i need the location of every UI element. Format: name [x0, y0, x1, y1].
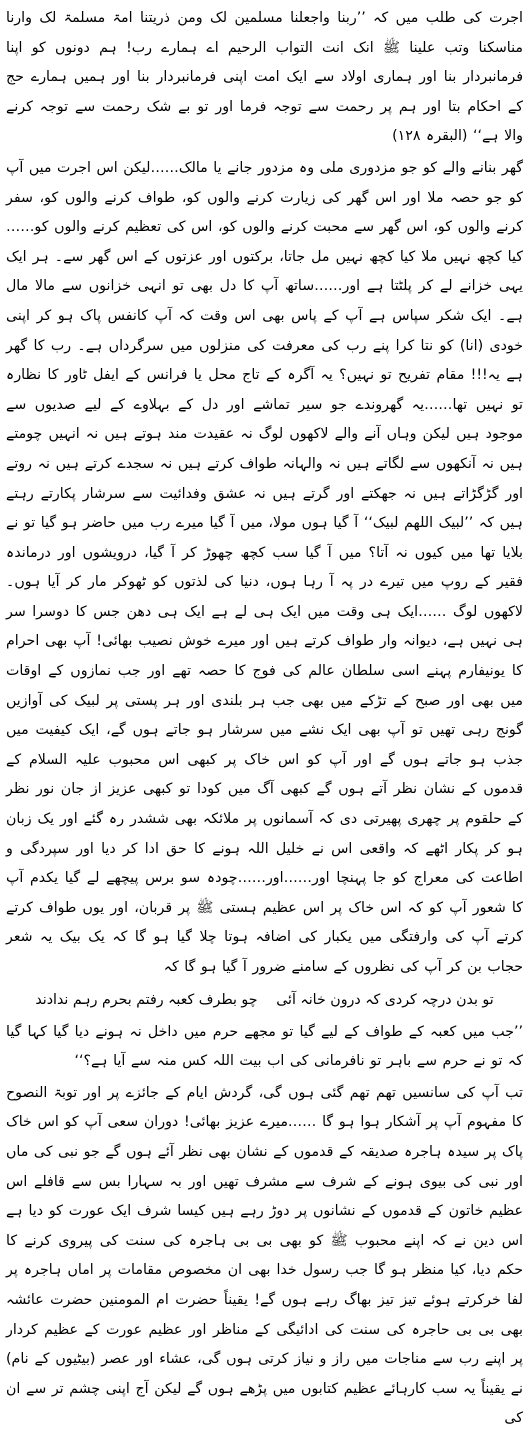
persian-couplet: [26, 985, 503, 1016]
sai-reflection-paragraph: تب آپ کی سانسیں تھم تھم گئی ہوں گی، گردش ایام کے جائزے پر اور توبۃ النصوح کا مفہوم آپ پر آشکار ہوا ہو گا ……میرے عزیز بھائی! دوران سعی آپ کو اس خاک پاک پر سیدہ ہاجرہ صدیقہ کے قدموں کے نشان بھی نظر آئے ہوں گے جو نبی کی ماں اور نبی کی بیوی ہونے کے شرف سے مشرف تھیں اور بہ سہارا بس سے قافلے اس عظیم خاتون کے قدموں کے نشانوں پر دوڑ رہے ہیں کیسا شرف ایک عورت کو دیا ہے اس دین نے کہ اپنے محبوب ﷺ کو بھی بی بی ہاجرہ کی سنت کی پیروی کرنے کا حکم دیا، کیا منظر ہو گا جب رسول خدا بھی ان مخصوص مقامات پر اماں ہاجرہ پر لفا خرکرتے ہوئے تیز تیز بھاگ رہے ہوں گے! یقیناً حضرت ام المومنین حضرت عائشہ بھی بی بی حاجرہ کی سنت کی ادائیگی کے مناظر اور عظیم عورت کے عظیم کردار پر اپنے رب سے مناجات میں راز و نیاز کرتی ہوں گی، عشاء اور عصر (بیٹیوں کے نام) نے یقیناً یہ سب کارہائے عظیم کتابوں میں پڑھے ہوں گے لیکن آج اپنی چشم تر سے ان کی: [6, 1084, 523, 1427]
quran-verse-paragraph: اجرت کی طلب میں کہ ’’ربنا واجعلنا مسلمین لک ومن ذریتنا امۃ مسلمۃ لک وارنا مناسکنا وتب علینا ﷺ انک انت التواب الرحیم اے ہمارے رب! ہم دونوں کو اپنا فرمانبردار بنا اور ہماری اولاد سے ایک امت اپنی فرمانبردار بنا اور ہمیں ہمارے حج کے احکام بتا اور ہم پر رحمت سے توجہ فرما اور تو بے شک رحمت سے توجہ کرنے والا ہے‘‘ (البقرہ ۱۲۸): [6, 10, 523, 145]
couplet-right-hemistich: تو بدن درچہ کردی کہ درون خانہ آئی: [276, 991, 494, 1008]
reflection-paragraph: گھر بنانے والے کو جو مزدوری ملی وہ مزدور جانے یا مالک……لیکن اس اجرت میں آپ کو جو حصہ ملا اور اس گھر کی زیارت کرنے والوں کو، طواف کرنے والوں کو، سفر کرنے والوں کو، اس گھر سے محبت کرنے والوں کو، اس کی تعظیم کرنے والوں کو……کیا کچھ نہیں ملا کیا کچھ نہیں مل جاتا، برکتوں اور عزتوں کے اس گھر سے۔ ہر ایک یہی خزانے لے کر پلٹتا ہے اور……ساتھ آپ کا دل بھی تو انہی خزانوں سے مالا مال ہے۔ ایک شکر سپاس ہے آپ کے پاس بھی اس وقت کہ آپ کانفس پاک ہو کر اپنی خودی (انا) کو نتا کرا پنے رب کی معرفت کی منزلوں میں سرگرداں ہے۔ رب کا گھر ہے یہ!!! مقام تفریح تو نہیں؟ یہ آگرہ کے تاج محل یا فرانس کے ایفل ٹاور کا نظارہ تو نہیں تھا……یہ گھروندے جو سیر تماشے اور دل کے بہلاوے کے لیے صدیوں سے موجود ہیں لیکن وہاں آنے والے لاکھوں لوگ نہ عقیدت مند ہوتے ہیں نہ انہیں چومتے ہیں نہ آنکھوں سے لگاتے ہیں نہ والہانہ طواف کرتے ہیں نہ سجدے کرتے ہیں نہ روتے اور گڑگڑاتے ہیں نہ جھکتے اور گرتے ہیں نہ عشق وفدائیت سے سرشار پکارتے رہتے ہیں کہ ’’لبیک اللھم لبیک‘‘ آ گیا ہوں مولا، میں آ گیا میرے رب میں حاضر ہو گیا تو نے بلایا تھا میں کیوں نہ آتا؟ میں آ گیا سب کچھ چھوڑ کر آ گیا، درویشوں اور درماندہ فقیر کے روپ میں تیرے در پہ آ رہا ہوں، دنیا کی لذتوں کو ٹھوکر مار کر آیا ہوں۔ لاکھوں لوگ ……ایک ہی وقت میں ایک ہی لے ہے ایک ہی دھن جس کا دوسرا سر ہی نہیں ہے، دیوانہ وار طواف کرتے ہیں اور میرے خوش نصیب بھائی! آپ بھی احرام کا یونیفارم پہنے اسی سلطان عالم کی فوج کا حصہ تھے اور جب نمازوں کے اوقات میں بھی اور صبح کے تڑکے میں بھی جب ہر بلندی اور ہر پستی پر لبیک کی آوازیں گونج رہی تھیں تو آپ بھی ایک نشے میں سرشار ہو جاتے ہوں گے، ایک کیفیت میں جذب ہو جاتے ہوں گے اور آپ کو اس خاک پر کبھی اس محبوب علیہ السلام کے قدموں کے نشان نظر آتے ہوں گے کبھی آگ میں کودا تو کبھی عزیز از جان نور نظر کے حلقوم پر چھری پھیرتی دی کہ آسمانوں پر ملائکہ بھی ششدر رہ گئے اور یک زبان ہو کر پکار اٹھے کہ واقعی اس نے خلیل اللہ ہونے کا حق ادا کر دیا اور سپردگی و اطاعت کی معراج کو جا پہنچا اور……اور……چودہ سو برس پیچھے لے گیا یکدم آپ کا شعور آپ کو کہ اس خاک پر اس عظیم ہستی ﷺ پر قربان، اور یوں طواف کرتے کرتے آپ کی وارفتگی میں یکبار کی اضافہ ہوتا چلا گیا ہو گا کہ یک بیک یہ شعر حجاب بن کر آپ کی نظروں کے سامنے ضرور آ گیا ہو گا کہ: [6, 159, 523, 975]
couplet-left-hemistich: چو بطرف کعبہ رفتم بحرم رہم ندادند: [35, 991, 258, 1008]
couplet-translation-paragraph: ’’جب میں کعبہ کے طواف کے لیے گیا تو مجھے حرم میں داخل نہ ہونے دیا گیا کہا گیا کہ تو نے حرم سے باہر تو نافرمانی کی اب بیت اللہ کس منہ سے آیا ہے؟‘‘: [6, 1023, 523, 1070]
